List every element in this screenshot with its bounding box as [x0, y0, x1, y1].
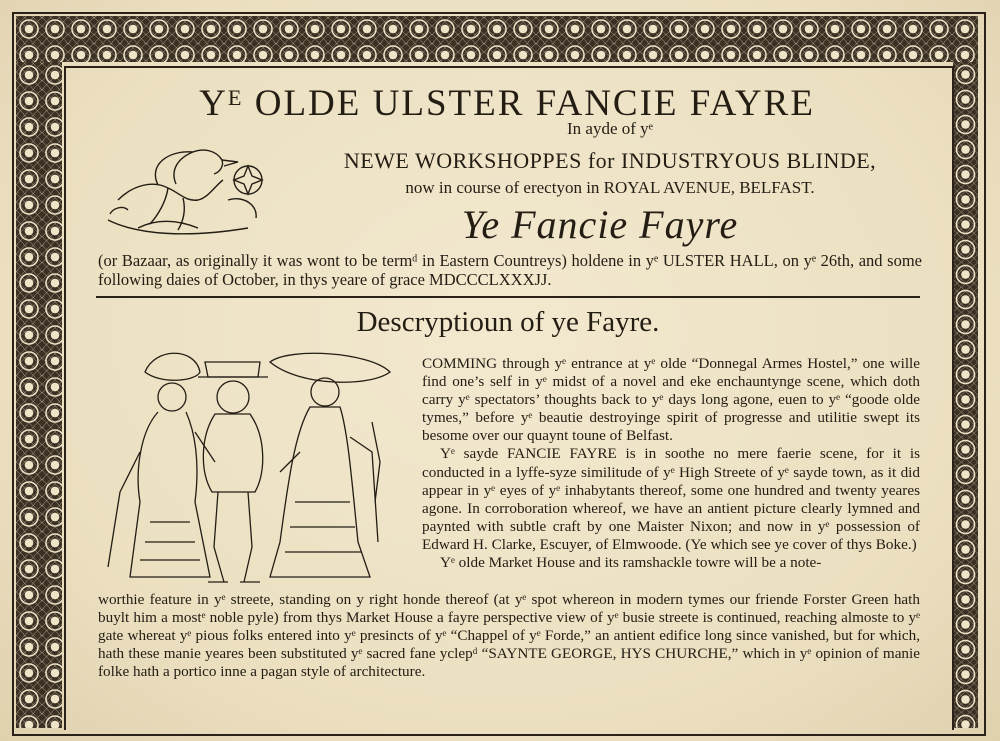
costumed-figures-illustration: [100, 342, 410, 604]
header-line-1: In ayde of yᵉ: [566, 119, 654, 138]
header-line-3: now in course of erectyon in ROYAL AVENUE, BELFAST.: [405, 178, 815, 197]
description-text-column: [422, 355, 920, 572]
paragraph-2: Yᵉ sayde FANCIE FAYRE is in soothe no mere faerie scene, for it is conducted in a lyffe-syze similitude of yᵉ High Streete of yᵉ sayde town, as it did appear in yᵉ eyes of yᵉ inhabytants thereof, some one hundred and twenty yeares agone. In corroboration whereof, we have an antient picture clearly lymned and paynted with subtle craft by one Maister Nixon; and now in yᵉ possession of Edward H. Clarke, Escuyer, of Elmwoode. (Ye which see ye cover of thys Boke.): [422, 445, 920, 553]
paragraph-1: COMMING through yᵉ entrance at yᵉ olde “Donnegal Armes Hostel,” one wille find one’s self in yᵉ midst of a novel and eke enchauntynge scene, which doth carry yᵉ spectators’ thoughts back to yᵉ days long agone, euen to yᵉ “goode olde tymes,” before yᵉ beautie destroyinge spirit of progresse and utilitie swept its besome over our quaynt toune of Belfast.: [422, 355, 920, 445]
pelican-ornament-illustration: [98, 140, 278, 240]
ornamental-border-left: [16, 62, 62, 728]
section-heading: Descryptioun of ye Fayre.: [356, 306, 660, 338]
paragraph-3-continued: worthie feature in yᵉ streete, standing on y right honde thereof (at yᵉ spot whereon in modern tymes our friende Forster Green hath buylt him a mostᵉ noble pyle) from thys Market House a fayre perspective view of yᵉ busie streete is continued, reaching almoste to yᵉ gate whereat yᵉ pious folks entered into yᵉ presincts of yᵉ “Chappel of yᵉ Forde,” an antient edifice long since vanished, but for which, hath these manie yeares been substituted yᵉ sacred fane yclepᵈ “SAYNTE GEORGE, HYS CHURCHE,” which in yᵉ opinion of manie folke hath a portico inne a pagan style of architecture.: [98, 591, 920, 681]
ornamental-border-top: [16, 16, 978, 62]
subtitle: Ye Fancie Fayre: [461, 202, 739, 247]
intro-paragraph: (or Bazaar, as originally it was wont to be termᵈ in Eastern Countreys) holdene in yᵉ ULSTER HALL, on yᵉ 26th, and some following daies of October, in thys yeare of grace MDCCCLXXXJJ.: [98, 251, 922, 289]
paragraph-3-start: Yᵉ olde Market House and its ramshackle towre will be a note-: [440, 554, 822, 572]
description-text-full-width: [98, 591, 920, 681]
header-line-2: NEWE WORKSHOPPES for INDUSTRYOUS BLINDE,: [343, 148, 877, 173]
ornamental-border-right: [953, 62, 978, 728]
page-title: Yᴱ OLDE ULSTER FANCIE FAYRE: [199, 83, 815, 124]
divider-rule: [96, 296, 920, 298]
